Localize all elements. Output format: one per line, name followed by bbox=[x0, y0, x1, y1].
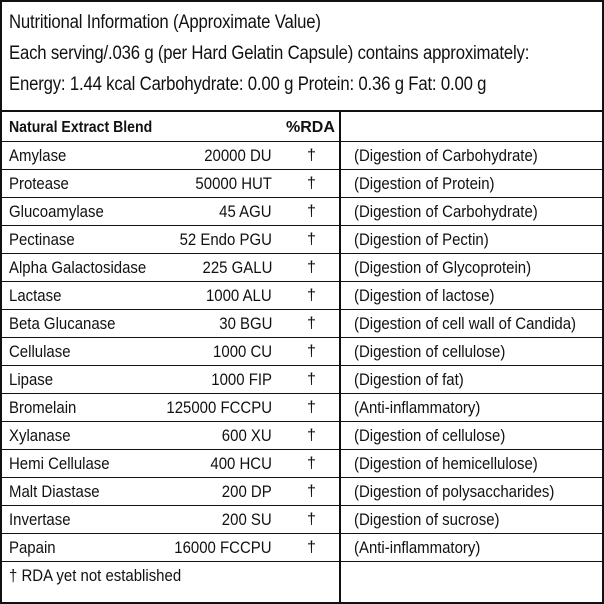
enzyme-purpose: (Digestion of cell wall of Candida) bbox=[354, 314, 577, 333]
table-row bbox=[2, 282, 602, 310]
rda-mark: † bbox=[307, 259, 316, 276]
column-header-name: Natural Extract Blend bbox=[9, 119, 153, 136]
table-row bbox=[2, 450, 602, 478]
enzyme-name: Lactase bbox=[9, 286, 62, 305]
table-header-row bbox=[2, 114, 602, 142]
rda-mark: † bbox=[307, 511, 316, 528]
enzyme-purpose: (Digestion of hemicellulose) bbox=[354, 454, 538, 473]
enzyme-purpose: (Digestion of cellulose) bbox=[354, 342, 506, 361]
table-row bbox=[2, 506, 602, 534]
nutrition-header bbox=[2, 2, 602, 112]
rda-mark: † bbox=[307, 455, 316, 472]
enzyme-purpose: (Digestion of cellulose) bbox=[354, 426, 506, 445]
column-header-rda: %RDA bbox=[286, 119, 335, 136]
enzyme-name: Xylanase bbox=[9, 426, 71, 445]
rda-mark: † bbox=[307, 371, 316, 388]
rda-mark: † bbox=[307, 175, 316, 192]
rda-mark: † bbox=[307, 343, 316, 360]
footnote-row bbox=[2, 562, 602, 590]
enzyme-amount: 50000 HUT bbox=[195, 174, 272, 193]
table-row bbox=[2, 310, 602, 338]
rda-mark: † bbox=[307, 287, 316, 304]
enzyme-amount: 125000 FCCPU bbox=[166, 398, 272, 417]
enzyme-name: Hemi Cellulase bbox=[9, 454, 110, 473]
table-row bbox=[2, 394, 602, 422]
rda-mark: † bbox=[307, 483, 316, 500]
table-row bbox=[2, 254, 602, 282]
header-title: Nutritional Information (Approximate Value) bbox=[9, 12, 321, 33]
enzyme-purpose: (Anti-inflammatory) bbox=[354, 538, 481, 557]
footnote: † RDA yet not established bbox=[9, 566, 182, 585]
enzyme-purpose: (Digestion of Protein) bbox=[354, 174, 495, 193]
enzyme-amount: 600 XU bbox=[222, 426, 272, 445]
rda-mark: † bbox=[307, 147, 316, 164]
enzyme-amount: 1000 ALU bbox=[206, 286, 272, 305]
enzyme-name: Pectinase bbox=[9, 230, 75, 249]
enzyme-purpose: (Digestion of Pectin) bbox=[354, 230, 489, 249]
enzyme-amount: 52 Endo PGU bbox=[179, 230, 272, 249]
table-row bbox=[2, 170, 602, 198]
enzyme-amount: 20000 DU bbox=[204, 146, 272, 165]
enzyme-purpose: (Digestion of fat) bbox=[354, 370, 464, 389]
rda-mark: † bbox=[307, 539, 316, 556]
enzyme-amount: 400 HCU bbox=[210, 454, 272, 473]
table-row bbox=[2, 534, 602, 562]
rda-mark: † bbox=[307, 315, 316, 332]
enzyme-amount: 45 AGU bbox=[219, 202, 272, 221]
enzyme-amount: 1000 CU bbox=[212, 342, 272, 361]
enzyme-name: Papain bbox=[9, 538, 56, 557]
enzyme-name: Alpha Galactosidase bbox=[9, 258, 147, 277]
enzyme-purpose: (Digestion of polysaccharides) bbox=[354, 482, 555, 501]
enzyme-name: Lipase bbox=[9, 370, 54, 389]
table-row bbox=[2, 422, 602, 450]
enzyme-name: Protease bbox=[9, 174, 69, 193]
enzyme-amount: 30 BGU bbox=[218, 314, 272, 333]
rda-mark: † bbox=[307, 427, 316, 444]
enzyme-purpose: (Digestion of Carbohydrate) bbox=[354, 202, 538, 221]
enzyme-name: Glucoamylase bbox=[9, 202, 104, 221]
rda-mark: † bbox=[307, 231, 316, 248]
table-row bbox=[2, 366, 602, 394]
enzyme-amount: 225 GALU bbox=[202, 258, 272, 277]
enzyme-name: Invertase bbox=[9, 510, 71, 529]
enzyme-amount: 200 SU bbox=[222, 510, 272, 529]
rda-mark: † bbox=[307, 399, 316, 416]
enzyme-name: Amylase bbox=[9, 146, 67, 165]
enzyme-name: Malt Diastase bbox=[9, 482, 100, 501]
enzyme-purpose: (Digestion of sucrose) bbox=[354, 510, 500, 529]
table-row bbox=[2, 338, 602, 366]
enzyme-purpose: (Anti-inflammatory) bbox=[354, 398, 481, 417]
enzyme-amount: 200 DP bbox=[222, 482, 272, 501]
enzyme-name: Cellulase bbox=[9, 342, 71, 361]
enzyme-amount: 1000 FIP bbox=[211, 370, 272, 389]
table-row bbox=[2, 198, 602, 226]
enzyme-name: Beta Glucanase bbox=[9, 314, 116, 333]
table-row bbox=[2, 142, 602, 170]
serving-info: Each serving/.036 g (per Hard Gelatin Capsule) contains approximately: bbox=[9, 43, 530, 64]
table-row bbox=[2, 478, 602, 506]
enzyme-amount: 16000 FCCPU bbox=[174, 538, 272, 557]
enzyme-purpose: (Digestion of Glycoprotein) bbox=[354, 258, 532, 277]
energy-info: Energy: 1.44 kcal Carbohydrate: 0.00 g Protein: 0.36 g Fat: 0.00 g bbox=[9, 74, 487, 95]
enzyme-purpose: (Digestion of lactose) bbox=[354, 286, 495, 305]
table-row bbox=[2, 226, 602, 254]
enzyme-purpose: (Digestion of Carbohydrate) bbox=[354, 146, 538, 165]
rda-mark: † bbox=[307, 203, 316, 220]
enzyme-name: Bromelain bbox=[9, 398, 77, 417]
